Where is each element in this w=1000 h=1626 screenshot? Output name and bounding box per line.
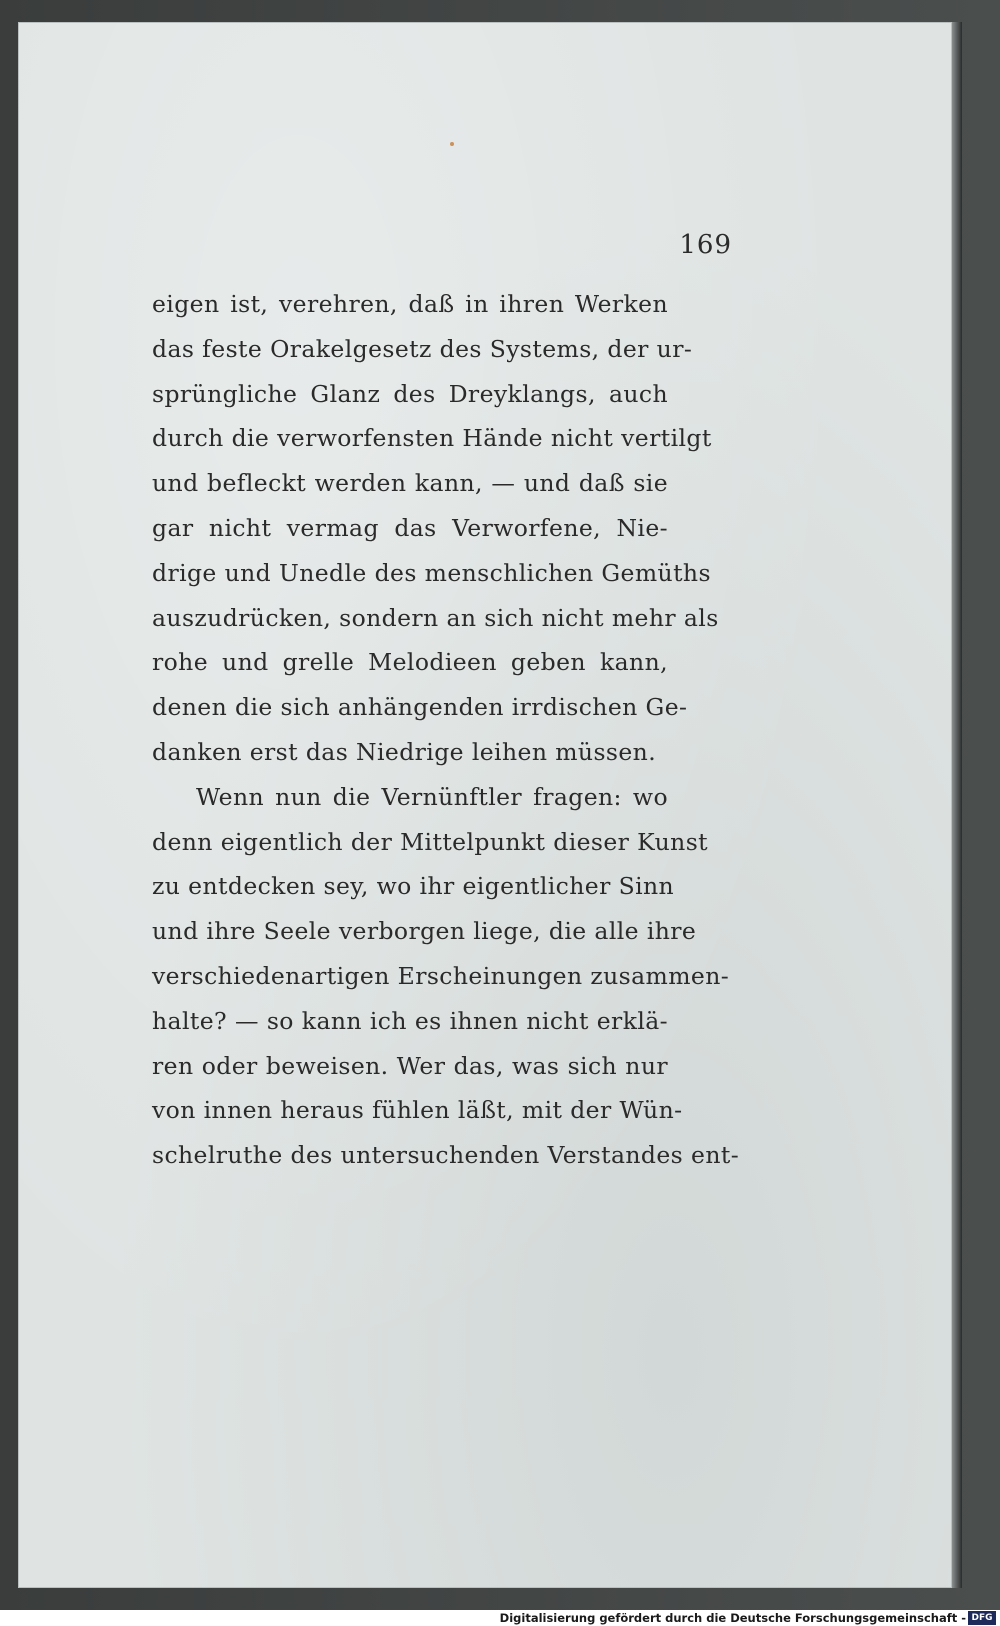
text-line: denen die sich anhängenden irrdischen Ge- bbox=[152, 693, 688, 722]
text-line: rohe und grelle Melodieen geben kann, bbox=[152, 648, 668, 677]
digitization-footer bbox=[0, 1610, 1000, 1626]
page-number: 169 bbox=[679, 230, 732, 260]
text-line: Wenn nun die Vernünftler fragen: wo bbox=[196, 782, 668, 811]
text-line: denn eigentlich der Mittelpunkt dieser Kunst bbox=[152, 827, 708, 856]
text-line: eigen ist, verehren, daß in ihren Werken bbox=[152, 290, 668, 318]
page-edge-shadow bbox=[952, 22, 962, 1588]
text-line: verschiedenartigen Erscheinungen zusammen- bbox=[152, 961, 730, 990]
text-line: auszudrücken, sondern an sich nicht mehr als bbox=[152, 603, 719, 632]
dfg-logo: DFG bbox=[968, 1611, 996, 1625]
text-line: danken erst das Niedrige leihen müssen. bbox=[152, 737, 657, 766]
text-line: und befleckt werden kann, — und daß sie bbox=[152, 469, 668, 498]
text-line: das feste Orakelgesetz des Systems, der ur- bbox=[152, 334, 693, 363]
text-line: von innen heraus fühlen läßt, mit der Wün- bbox=[152, 1096, 683, 1125]
paper-speck bbox=[450, 142, 454, 146]
funding-notice: Digitalisierung gefördert durch die Deutsche Forschungsgemeinschaft - bbox=[499, 1611, 966, 1625]
text-line: gar nicht vermag das Verworfene, Nie- bbox=[152, 513, 668, 542]
text-line: durch die verworfensten Hände nicht vertilgt bbox=[152, 424, 712, 453]
text-line: drige und Unedle des menschlichen Gemüths bbox=[152, 558, 711, 587]
text-line: und ihre Seele verborgen liege, die alle ihre bbox=[152, 917, 697, 946]
body-text bbox=[152, 282, 740, 1178]
text-line: schelruthe des untersuchenden Verstandes ent- bbox=[152, 1141, 740, 1170]
text-line: zu entdecken sey, wo ihr eigentlicher Sinn bbox=[152, 872, 675, 901]
text-line: sprüngliche Glanz des Dreyklangs, auch bbox=[152, 379, 668, 408]
text-line: halte? — so kann ich es ihnen nicht erklä- bbox=[152, 1006, 668, 1035]
text-line: ren oder beweisen. Wer das, was sich nur bbox=[152, 1051, 668, 1080]
